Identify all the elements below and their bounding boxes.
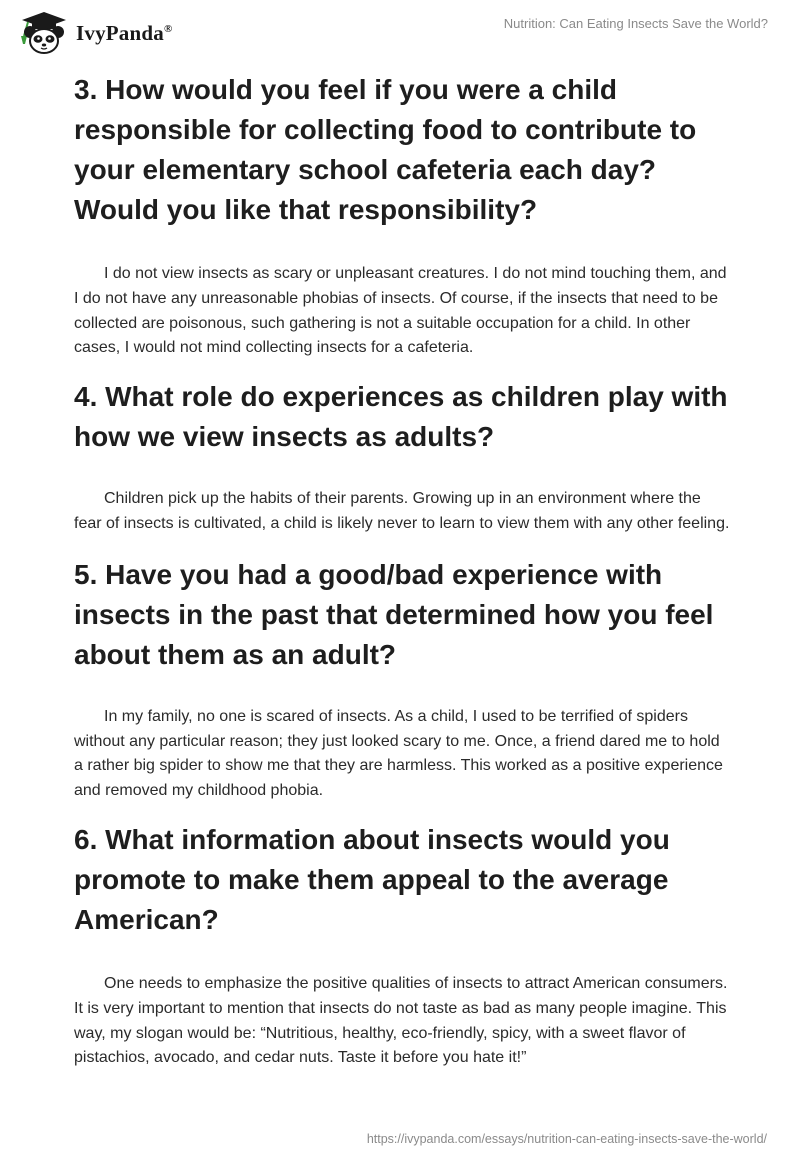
essay-content (74, 70, 730, 1071)
question-section-6 (74, 820, 730, 1071)
question-heading-6: 6. What information about insects would you promote to make them appeal to the average American? (74, 823, 670, 935)
source-url-link[interactable]: https://ivypanda.com/essays/nutrition-can-eating-insects-save-the-world/ (366, 1132, 767, 1146)
registered-mark: ® (163, 22, 173, 35)
logo-text: IvyPanda® (76, 20, 173, 45)
question-heading-5: 5. Have you had a good/bad experience with insects in the past that determined how you feel about them as an adult? (74, 558, 714, 670)
document-title: Nutrition: Can Eating Insects Save the World? (503, 16, 768, 31)
question-section-4 (74, 377, 730, 537)
answer-paragraph-3: I do not view insects as scary or unpleasant creatures. I do not mind touching them, and I do not have any unreasonable phobias of insects. Of course, if the insects that need to be collected are poisonous, such gathering is not a suitable occupation for a child. In other cases, I would not mind collecting insects for a cafeteria. (74, 265, 727, 357)
question-section-3 (74, 70, 730, 361)
panda-graduate-icon (14, 10, 74, 56)
answer-paragraph-6: One needs to emphasize the positive qualities of insects to attract American consumers. It is very important to mention that insects do not taste as bad as many people imagine. This way, my slogan would be: “Nutritious, healthy, eco-friendly, spicy, with a sweet flavor of pistachios, avocado, and cedar nuts. Taste it before you hate it!” (74, 974, 728, 1067)
question-section-5 (74, 555, 730, 804)
answer-paragraph-4: Children pick up the habits of their parents. Growing up in an environment where the fear of insects is cultivated, a child is likely never to learn to view them with any other feeling. (74, 490, 730, 532)
page-header (0, 0, 800, 64)
question-heading-3: 3. How would you feel if you were a child responsible for collecting food to contribute to your elementary school cafeteria each day? Would you like that responsibility? (74, 74, 697, 225)
answer-paragraph-5: In my family, no one is scared of insects. As a child, I used to be terrified of spiders without any particular reason; they just looked scary to me. Once, a friend dared me to hold a rather big spider to show me that they are harmless. This worked as a positive experience and removed my childhood phobia. (74, 707, 723, 800)
question-heading-4: 4. What role do experiences as children play with how we view insects as adults? (74, 381, 728, 453)
ivypanda-logo[interactable] (14, 10, 172, 56)
